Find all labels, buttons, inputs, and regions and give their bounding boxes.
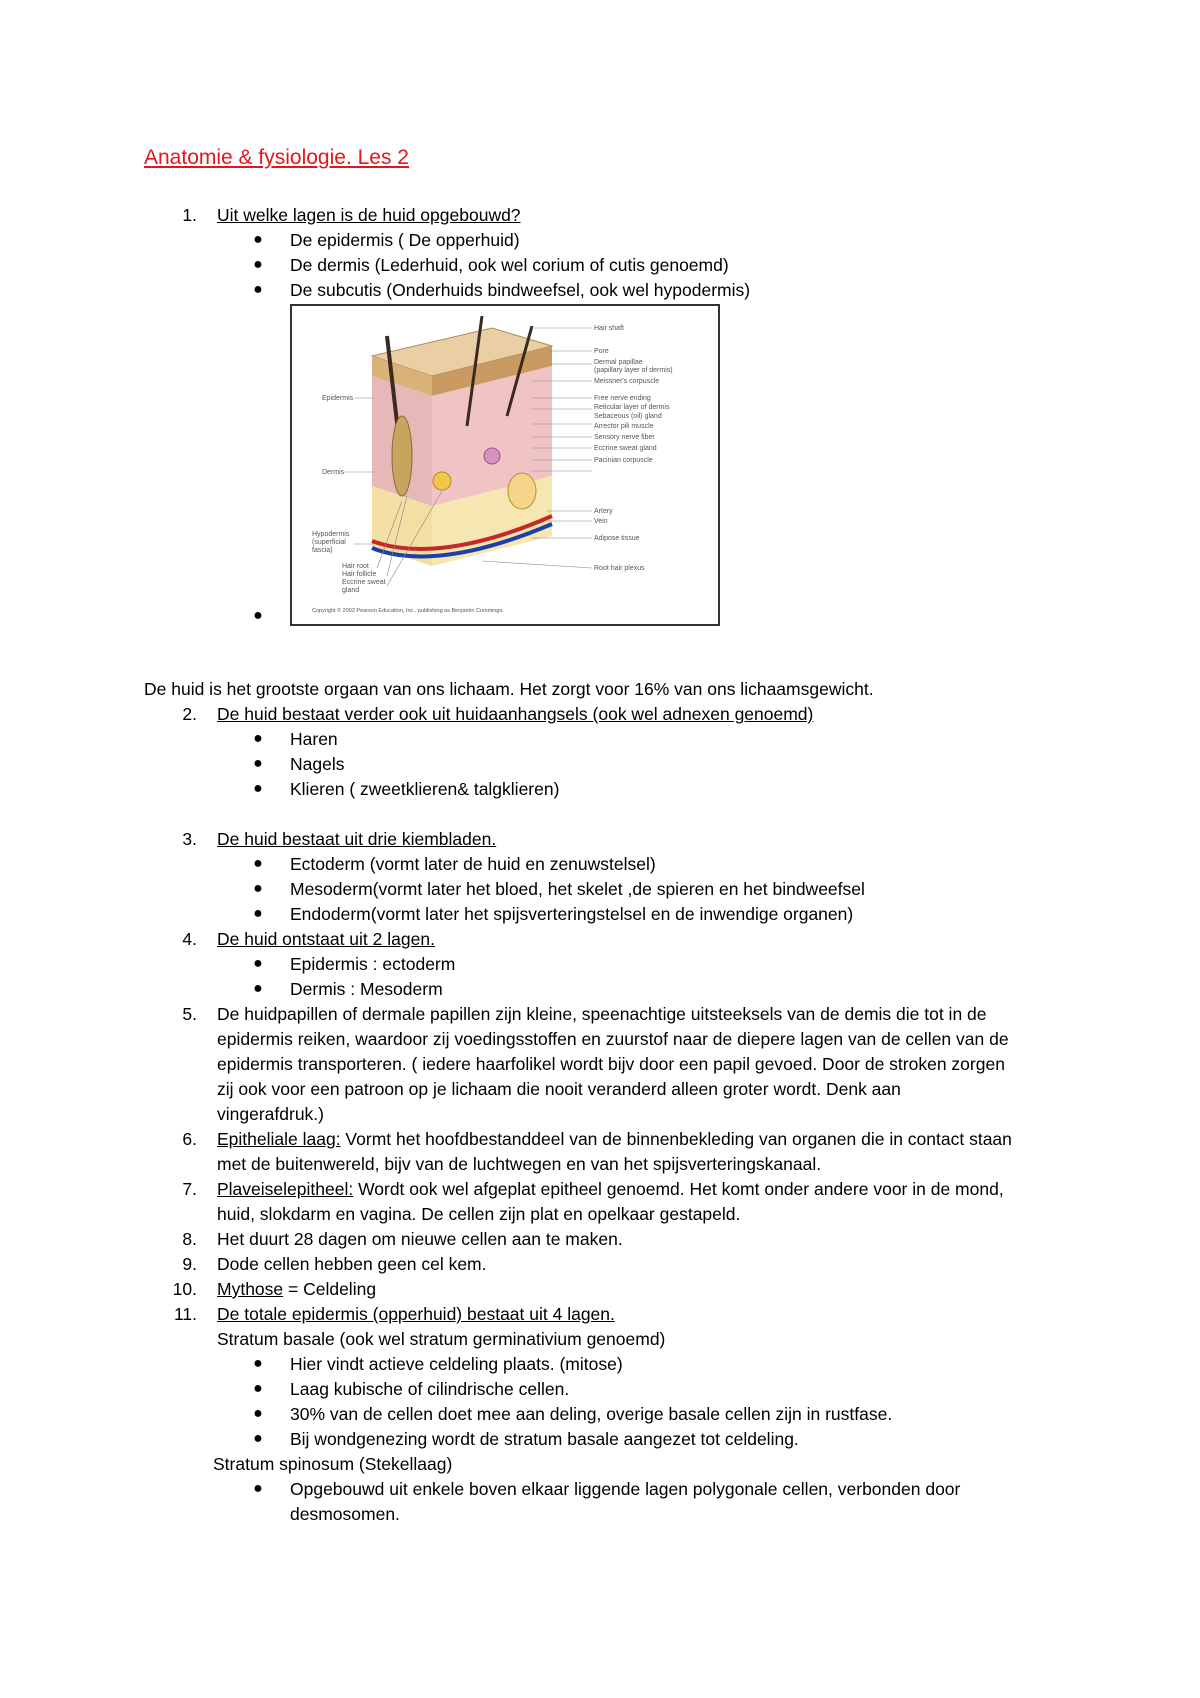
paragraph-line: met de buitenwereld, bijv van de luchtwegen en van het spijsverteringskanaal. [217,1154,822,1174]
bullet-dot: ● [253,955,263,972]
bullet-text: Haren [290,729,338,749]
figure-label: Free nerve ending [594,395,651,402]
item-number: 6. [182,1129,197,1149]
item-number: 11. [173,1304,197,1324]
item-number: 5. [182,1004,197,1024]
bullet-dot: ● [253,1405,263,1422]
item-heading: De huid bestaat uit drie kiembladen. [217,829,497,849]
figure-label: Hair shaft [594,325,624,332]
figure-label: Hypodermis [312,531,350,538]
item-number: 9. [182,1254,197,1274]
bullet-dot: ● [253,855,263,872]
bullet-text: Opgebouwd uit enkele boven elkaar liggende lagen polygonale cellen, verbonden door [290,1479,961,1499]
document-title: Anatomie & fysiologie. Les 2 [144,146,409,169]
paragraph-line [217,1177,1004,1201]
bullet-text: De subcutis (Onderhuids bindweefsel, ook wel hypodermis) [290,280,751,300]
paragraph-line: vingerafdruk.) [217,1104,324,1124]
bullet-text: De dermis (Lederhuid, ook wel corium of cutis genoemd) [290,255,729,275]
figure-label: Hair root [342,563,369,570]
bullet-text: Dermis : Mesoderm [290,979,443,999]
figure-label: Pacinian corpuscle [594,457,653,464]
bullet-dot: ● [253,730,263,747]
skin-cross-section-illustration [292,306,718,624]
bullet-text: 30% van de cellen doet mee aan deling, overige basale cellen zijn in rustfase. [290,1404,893,1424]
bullet-dot: ● [253,256,263,273]
figure-label: fascia) [312,547,333,554]
figure-label: Sebaceous (oil) gland [594,413,662,420]
figure-label: Hair follicle [342,571,377,578]
item-number: 7. [182,1179,197,1199]
bullet-dot: ● [253,905,263,922]
paragraph-line: Dode cellen hebben geen cel kem. [217,1254,487,1274]
figure-label: Root hair plexus [594,565,645,572]
bullet-dot: ● [253,1480,263,1497]
figure-label: Artery [594,508,613,515]
subheading: Stratum basale (ook wel stratum germinativium genoemd) [217,1329,666,1349]
item-number: 10. [172,1279,197,1299]
figure-label: Pore [594,348,609,355]
paragraph-line: huid, slokdarm en vagina. De cellen zijn plat en opelkaar gestapeld. [217,1204,741,1224]
figure-label: Arrector pili muscle [594,423,654,430]
bullet-dot: ● [253,980,263,997]
definition-text: Vormt het hoofdbestanddeel van de binnenbekleding van organen die in contact staan [340,1129,1012,1149]
subheading: Stratum spinosum (Stekellaag) [213,1454,453,1474]
bullet-text: Bij wondgenezing wordt de stratum basale aangezet tot celdeling. [290,1429,799,1449]
item-heading: De huid ontstaat uit 2 lagen. [217,929,435,949]
figure-label: (superficial [312,539,346,546]
item-heading: Uit welke lagen is de huid opgebouwd? [217,205,521,225]
bullet-dot: ● [253,607,263,624]
figure-label: Dermis [322,469,345,476]
paragraph-line [217,1127,1012,1151]
figure-label: Eccrine sweat [342,579,386,586]
figure-label: Reticular layer of dermis [594,404,670,411]
paragraph-line: epidermis transporteren. ( iedere haarfolikel wordt bijv door een papil gevoed. Door de stroken zorgen [217,1054,1005,1074]
figure-label: Vein [594,518,608,525]
item-number: 8. [182,1229,197,1249]
term: Epitheliale laag: [217,1129,341,1149]
figure-label: Adipose tissue [594,535,640,542]
item-heading: De huid bestaat verder ook uit huidaanhangsels (ook wel adnexen genoemd) [217,704,814,724]
bullet-text: De epidermis ( De opperhuid) [290,230,520,250]
bullet-text: Ectoderm (vormt later de huid en zenuwstelsel) [290,854,656,874]
bullet-text: Endoderm(vormt later het spijsverteringstelsel en de inwendige organen) [290,904,854,924]
bullet-text: Mesoderm(vormt later het bloed, het skelet ,de spieren en het bindweefsel [290,879,865,899]
bullet-text: Hier vindt actieve celdeling plaats. (mitose) [290,1354,623,1374]
skin-anatomy-figure [290,304,720,626]
figure-copyright: Copyright © 2002 Pearson Education, Inc., publishing as Benjamin Cummings. [312,608,504,614]
term: Mythose [217,1279,284,1299]
figure-label: gland [342,587,360,594]
bullet-text: Klieren ( zweetklieren& talgklieren) [290,779,560,799]
bullet-dot: ● [253,780,263,797]
figure-label: Sensory nerve fiber [594,434,655,441]
bullet-dot: ● [253,281,263,298]
definition-text: = Celdeling [283,1279,377,1299]
paragraph-line: De huidpapillen of dermale papillen zijn kleine, speenachtige uitsteeksels van de demis die tot in de [217,1004,987,1024]
paragraph-line: zij ook voor een patroon op je lichaam die nooit veranderd alleen groter wordt. Denk aan [217,1079,901,1099]
paragraph-line [217,1277,376,1301]
bullet-dot: ● [253,1380,263,1397]
figure-label: Meissner's corpuscle [594,378,660,385]
bullet-dot: ● [253,231,263,248]
bullet-text: Epidermis : ectoderm [290,954,456,974]
bullet-dot: ● [253,1355,263,1372]
figure-label: (papillary layer of dermis) [594,367,673,374]
item-number: 4. [182,929,197,949]
item-number: 1. [182,205,197,225]
bullet-text: Laag kubische of cilindrische cellen. [290,1379,570,1399]
bullet-text: desmosomen. [290,1504,400,1524]
intro-paragraph: De huid is het grootste orgaan van ons lichaam. Het zorgt voor 16% van ons lichaamsgewicht. [144,679,874,699]
figure-label: Eccrine sweat gland [594,445,657,452]
paragraph-line: epidermis reiken, waardoor zij voedingsstoffen en zuurstof naar de diepere lagen van de cellen van de [217,1029,1009,1049]
bullet-text: Nagels [290,754,345,774]
paragraph-line: Het duurt 28 dagen om nieuwe cellen aan te maken. [217,1229,623,1249]
bullet-dot: ● [253,1430,263,1447]
item-heading: De totale epidermis (opperhuid) bestaat uit 4 lagen. [217,1304,615,1324]
figure-label: Epidermis [322,395,354,402]
bullet-dot: ● [253,880,263,897]
figure-label: Dermal papillae [594,359,643,366]
item-number: 2. [182,704,197,724]
bullet-dot: ● [253,755,263,772]
term: Plaveiselepitheel: [217,1179,354,1199]
definition-text: Wordt ook wel afgeplat epitheel genoemd. Het komt onder andere voor in de mond, [353,1179,1004,1199]
item-number: 3. [182,829,197,849]
